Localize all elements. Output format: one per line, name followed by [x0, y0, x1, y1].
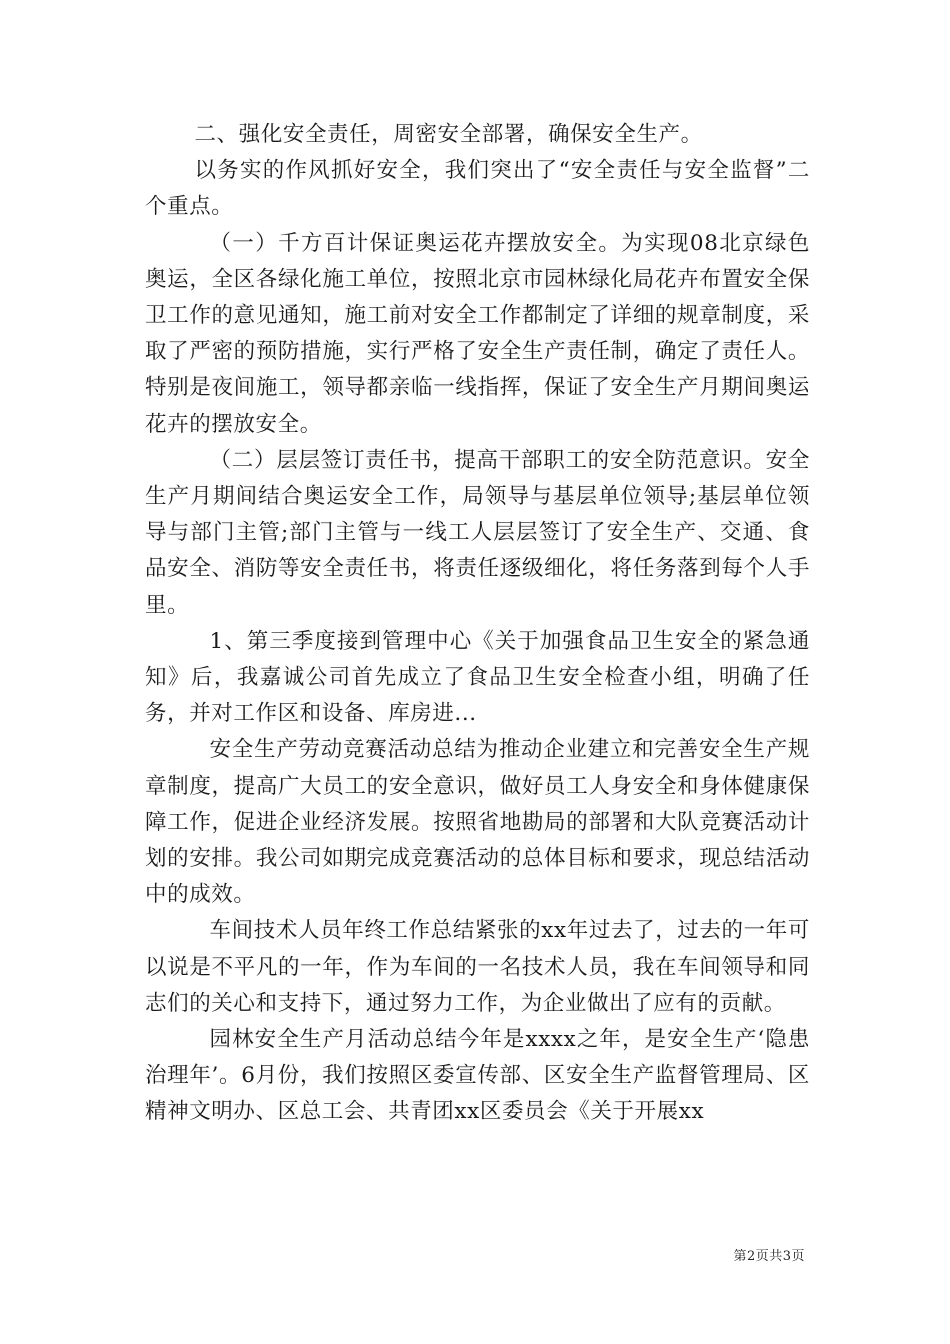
body-paragraph: 园林安全生产月活动总结今年是xxxx之年，是安全生产‘隐患治理年’。6月份，我们按照区委宣传部、区安全生产监督管理局、区精神文明办、区总工会、共青团xx区委员会《关于开展xx — [145, 1027, 810, 1125]
body-paragraph: 1、第三季度接到管理中心《关于加强食品卫生安全的紧急通知》后，我嘉诚公司首先成立了食品卫生安全检查小组，明确了任务，并对工作区和设备、库房进... — [145, 628, 810, 727]
page-number-footer: 第2页共3页 — [733, 1249, 805, 1264]
body-paragraph: 以务实的作风抓好安全，我们突出了“安全责任与安全监督”二个重点。 — [145, 158, 810, 220]
section-heading-paragraph: 二、强化安全责任，周密安全部署，确保安全生产。 — [194, 122, 703, 147]
body-paragraph: 安全生产劳动竞赛活动总结为推动企业建立和完善安全生产规章制度，提高广大员工的安全意识，做好员工人身安全和身体健康保障工作，促进企业经济发展。按照省地勘局的部署和大队竞赛活动计划的安排。我公司如期完成竞赛活动的总体目标和要求，现总结活动中的成效。 — [145, 737, 810, 908]
body-paragraph: （二）层层签订责任书，提高干部职工的安全防范意识。安全生产月期间结合奥运安全工作，局领导与基层单位领导;基层单位领导与部门主管;部门主管与一线工人层层签订了安全生产、交通、食品安全、消防等安全责任书，将责任逐级细化，将任务落到每个人手里。 — [145, 447, 810, 618]
body-paragraph: （一）千方百计保证奥运花卉摆放安全。为实现08北京绿色奥运，全区各绿化施工单位，按照北京市园林绿化局花卉布置安全保卫工作的意见通知，施工前对安全工作都制定了详细的规章制度，采取了严密的预防措施，实行严格了安全生产责任制，确定了责任人。特别是夜间施工，领导都亲临一线指挥，保证了安全生产月期间奥运花卉的摆放安全。 — [145, 230, 810, 437]
document-body — [145, 117, 810, 1131]
body-paragraph: 车间技术人员年终工作总结紧张的xx年过去了，过去的一年可以说是不平凡的一年，作为车间的一名技术人员，我在车间领导和同志们的关心和支持下，通过努力工作，为企业做出了应有的贡献。 — [145, 918, 810, 1016]
